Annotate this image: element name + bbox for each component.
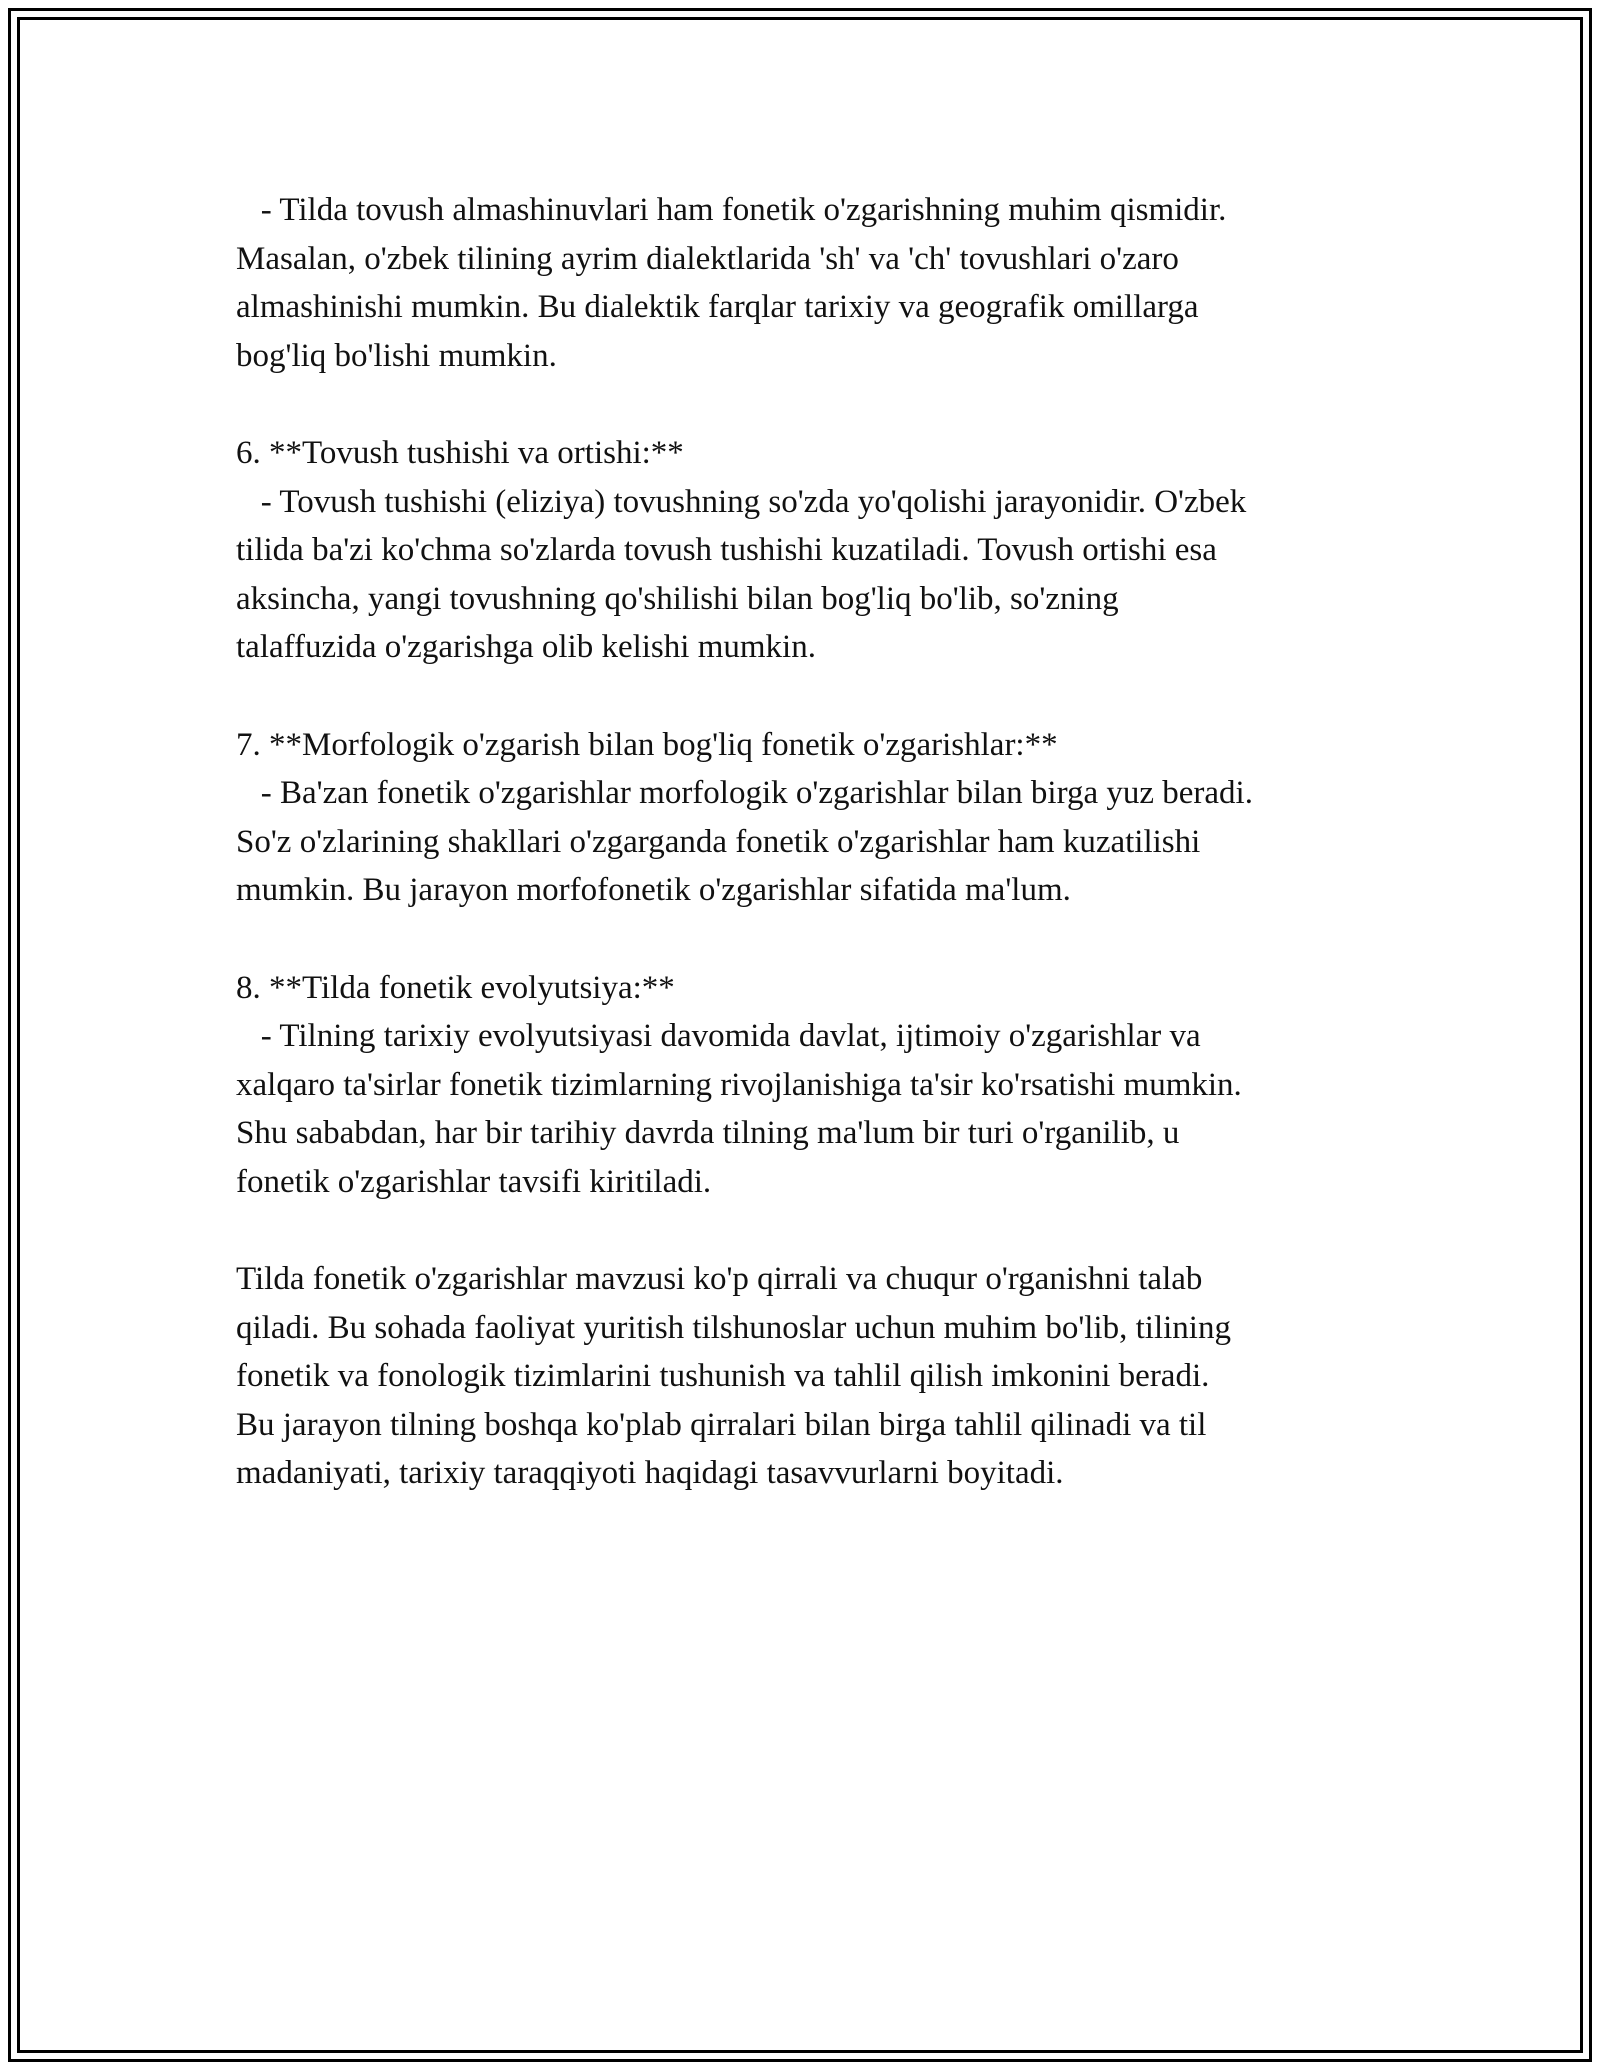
text-line: xalqaro ta'sirlar fonetik tizimlarning rivojlanishiga ta'sir ko'rsatishi mumkin. — [236, 1066, 1242, 1103]
text-line: qiladi. Bu sohada faoliyat yuritish tilshunoslar uchun muhim bo'lib, tilining — [236, 1309, 1231, 1346]
text-line: bog'liq bo'lishi mumkin. — [236, 337, 557, 374]
text-line: madaniyati, tarixiy taraqqiyoti haqidagi tasavvurlarni boyitadi. — [236, 1455, 1064, 1492]
document-body — [236, 186, 1376, 1498]
text-line: talaffuzida o'zgarishga olib kelishi mumkin. — [236, 629, 816, 666]
text-line: So'z o'zlarining shakllari o'zgarganda fonetik o'zgarishlar ham kuzatilishi — [236, 823, 1201, 860]
text-line: fonetik va fonologik tizimlarini tushunish va tahlil qilish imkonini beradi. — [236, 1358, 1210, 1395]
section-heading: 7. **Morfologik o'zgarish bilan bog'liq fonetik o'zgarishlar:** — [236, 726, 1058, 763]
section-6 — [236, 429, 1376, 672]
text-line: mumkin. Bu jarayon morfofonetik o'zgarishlar sifatida ma'lum. — [236, 872, 1071, 909]
paragraph-spacer — [236, 672, 1376, 721]
text-line: - Ba'zan fonetik o'zgarishlar morfologik o'zgarishlar bilan birga yuz beradi. — [236, 775, 1253, 812]
section-7 — [236, 721, 1376, 915]
text-line: Tilda fonetik o'zgarishlar mavzusi ko'p qirrali va chuqur o'rganishni talab — [236, 1261, 1203, 1298]
paragraph-spacer — [236, 1206, 1376, 1255]
section-8 — [236, 964, 1376, 1207]
intro-paragraph — [236, 186, 1376, 380]
conclusion-paragraph — [236, 1255, 1376, 1498]
text-line: tilida ba'zi ko'chma so'zlarda tovush tushishi kuzatiladi. Tovush ortishi esa — [236, 532, 1217, 569]
text-line: fonetik o'zgarishlar tavsifi kiritiladi. — [236, 1163, 712, 1200]
text-line: Bu jarayon tilning boshqa ko'plab qirralari bilan birga tahlil qilinadi va til — [236, 1406, 1207, 1443]
text-line: - Tilning tarixiy evolyutsiyasi davomida davlat, ijtimoiy o'zgarishlar va — [236, 1018, 1201, 1055]
text-line: Masalan, o'zbek tilining ayrim dialektlarida 'sh' va 'ch' tovushlari o'zaro — [236, 240, 1179, 277]
text-line: aksincha, yangi tovushning qo'shilishi bilan bog'liq bo'lib, so'zning — [236, 580, 1119, 617]
text-line: Shu sababdan, har bir tarihiy davrda tilning ma'lum bir turi o'rganilib, u — [236, 1115, 1180, 1152]
text-line: - Tilda tovush almashinuvlari ham fonetik o'zgarishning muhim qismidir. — [236, 192, 1227, 228]
section-heading: 8. **Tilda fonetik evolyutsiya:** — [236, 969, 675, 1006]
paragraph-spacer — [236, 380, 1376, 429]
section-heading: 6. **Tovush tushishi va ortishi:** — [236, 434, 684, 471]
paragraph-spacer — [236, 915, 1376, 964]
text-line: almashinishi mumkin. Bu dialektik farqlar tarixiy va geografik omillarga — [236, 289, 1199, 326]
text-line: - Tovush tushishi (eliziya) tovushning so'zda yo'qolishi jarayonidir. O'zbek — [236, 483, 1247, 520]
